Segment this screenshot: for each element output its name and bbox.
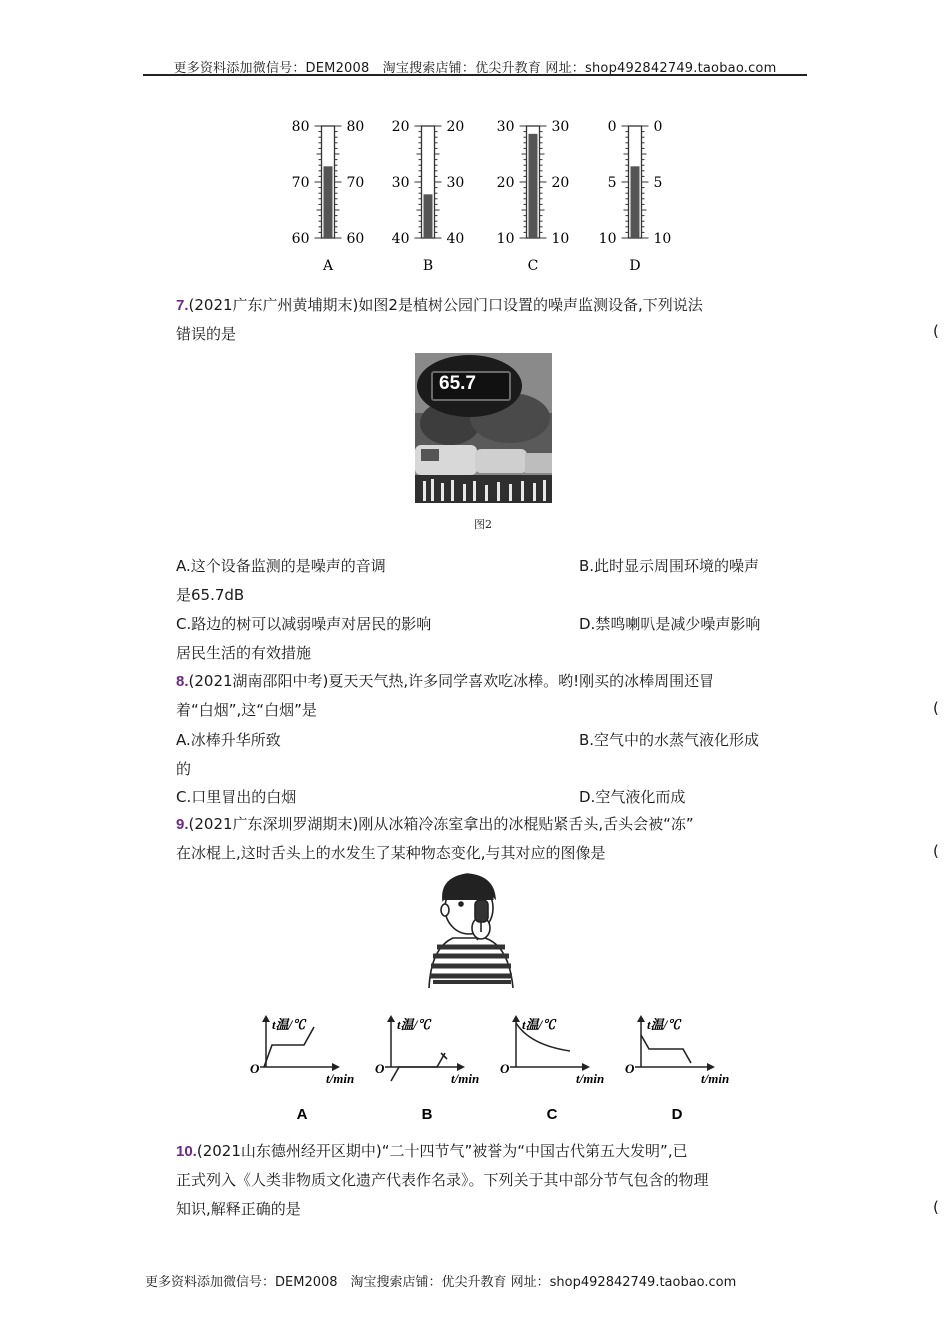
origin-label: O bbox=[250, 1061, 260, 1076]
question-7-text: (2021广东广州黄埔期末)如图2是植树公园门口设置的噪声监测设备,下列说法 bbox=[188, 296, 703, 314]
thermometer-c bbox=[497, 119, 570, 274]
thermometer-caption: B bbox=[422, 258, 434, 274]
y-axis-arrow bbox=[637, 1015, 645, 1022]
noise-display bbox=[417, 355, 522, 417]
scale-top-left: 20 bbox=[391, 119, 410, 135]
q7-option-b-continued: 是65.7dB bbox=[176, 586, 245, 604]
noise-display-value: 65.7 bbox=[439, 373, 476, 394]
scale-top-left: 0 bbox=[607, 119, 617, 135]
thermometer-b bbox=[392, 119, 465, 274]
question-8-answer-paren: ( bbox=[933, 699, 939, 717]
temperature-curve bbox=[264, 1027, 314, 1067]
graph-b bbox=[375, 1015, 479, 1123]
question-8-number: 8. bbox=[176, 673, 189, 690]
x-axis-arrow bbox=[582, 1063, 590, 1071]
scale-bottom-right: 60 bbox=[346, 231, 365, 247]
origin-label: O bbox=[625, 1061, 635, 1076]
question-10-text: (2021山东德州经开区期中)“二十四节气”被誉为“中国古代第五大发明”,已 bbox=[196, 1142, 688, 1160]
header-rule bbox=[143, 74, 807, 76]
question-7-answer-paren: ( bbox=[933, 322, 939, 340]
scale-bottom-right: 10 bbox=[653, 231, 672, 247]
page-footer: 更多资料添加微信号：DEM2008 淘宝搜索店铺：优尖升教育 网址：shop492842749.taobao.com bbox=[145, 1275, 737, 1290]
q7-option-a: A.这个设备监测的是噪声的音调 bbox=[176, 557, 386, 575]
question-9-answer-paren: ( bbox=[933, 842, 939, 860]
graph-caption: B bbox=[421, 1106, 433, 1123]
thermometer-liquid bbox=[631, 166, 640, 238]
y-axis-arrow bbox=[262, 1015, 270, 1022]
scale-mid-left: 5 bbox=[607, 175, 617, 191]
question-7-line-1 bbox=[176, 291, 703, 320]
origin-label: O bbox=[375, 1061, 385, 1076]
question-10-answer-paren: ( bbox=[933, 1198, 939, 1216]
question-9-line-1 bbox=[176, 810, 694, 839]
x-axis-arrow bbox=[707, 1063, 715, 1071]
thermometer-caption: A bbox=[322, 258, 334, 274]
scale-mid-left: 30 bbox=[391, 175, 410, 191]
y-axis-arrow bbox=[512, 1015, 520, 1022]
x-axis-arrow bbox=[457, 1063, 465, 1071]
q8-option-a: A.冰棒升华所致 bbox=[176, 731, 281, 749]
q7-option-b: B.此时显示周围环境的噪声 bbox=[579, 557, 760, 575]
scale-mid-right: 30 bbox=[446, 175, 465, 191]
question-8-line-2: 着“白烟”,这“白烟”是 bbox=[176, 701, 317, 719]
graph-a bbox=[250, 1015, 354, 1123]
graph-caption: D bbox=[671, 1106, 683, 1123]
thermometer-figure bbox=[280, 110, 680, 280]
x-axis-label: t/min bbox=[576, 1071, 605, 1086]
temperature-time-graphs bbox=[240, 1015, 760, 1127]
thermometer-liquid bbox=[324, 166, 333, 238]
question-9-text: (2021广东深圳罗湖期末)刚从冰箱冷冻室拿出的冰棍贴紧舌头,舌头会被“冻” bbox=[188, 815, 694, 833]
thermometer-a bbox=[292, 119, 365, 274]
noise-monitor-photo bbox=[415, 353, 552, 503]
thermometer-caption: D bbox=[629, 258, 641, 274]
scale-mid-right: 5 bbox=[653, 175, 663, 191]
thermometer-liquid bbox=[529, 134, 538, 238]
scale-top-left: 30 bbox=[496, 119, 515, 135]
q8-option-d: D.空气液化而成 bbox=[579, 788, 686, 806]
scale-top-right: 30 bbox=[551, 119, 570, 135]
scale-bottom-right: 10 bbox=[551, 231, 570, 247]
question-7-number: 7. bbox=[176, 297, 189, 314]
temperature-curve bbox=[641, 1035, 691, 1063]
q7-option-d-continued: 居民生活的有效措施 bbox=[176, 644, 312, 662]
scale-top-right: 20 bbox=[446, 119, 465, 135]
q8-option-b: B.空气中的水蒸气液化形成 bbox=[579, 731, 760, 749]
question-7-line-2: 错误的是 bbox=[176, 325, 237, 343]
page-header: 更多资料添加微信号：DEM2008 淘宝搜索店铺：优尖升教育 网址：shop492842749.taobao.com bbox=[173, 61, 777, 76]
y-axis-arrow bbox=[387, 1015, 395, 1022]
x-axis-label: t/min bbox=[701, 1071, 730, 1086]
scale-bottom-left: 10 bbox=[496, 231, 515, 247]
x-axis-label: t/min bbox=[326, 1071, 355, 1086]
question-10-number: 10. bbox=[176, 1143, 197, 1160]
y-axis-label: t温/℃ bbox=[647, 1017, 681, 1032]
scale-bottom-left: 60 bbox=[291, 231, 310, 247]
question-10-line-1 bbox=[176, 1137, 688, 1166]
scale-mid-left: 20 bbox=[496, 175, 515, 191]
graph-d bbox=[625, 1015, 729, 1123]
scale-mid-right: 70 bbox=[346, 175, 365, 191]
y-axis-label: t温/℃ bbox=[522, 1017, 556, 1032]
question-10-line-2: 正式列入《人类非物质文化遗产代表作名录》。下列关于其中部分节气包含的物理 bbox=[176, 1171, 709, 1189]
question-9-number: 9. bbox=[176, 816, 189, 833]
scale-bottom-left: 40 bbox=[391, 231, 410, 247]
y-axis-label: t温/℃ bbox=[272, 1017, 306, 1032]
graph-caption: A bbox=[296, 1106, 308, 1123]
q8-option-b-continued: 的 bbox=[176, 760, 192, 778]
question-9-line-2: 在冰棍上,这时舌头上的水发生了某种物态变化,与其对应的图像是 bbox=[176, 844, 606, 862]
scale-bottom-left: 10 bbox=[598, 231, 617, 247]
scale-top-right: 0 bbox=[653, 119, 663, 135]
question-8-text: (2021湖南邵阳中考)夏天天气热,许多同学喜欢吃冰棒。哟!刚买的冰棒周围还冒 bbox=[188, 672, 715, 690]
question-8-line-1 bbox=[176, 667, 714, 696]
q7-option-c: C.路边的树可以减弱噪声对居民的影响 bbox=[176, 615, 432, 633]
figure-2-caption: 图2 bbox=[474, 518, 492, 531]
origin-label: O bbox=[500, 1061, 510, 1076]
boy-eating-popsicle-illustration bbox=[425, 870, 520, 988]
x-axis-arrow bbox=[332, 1063, 340, 1071]
scale-bottom-right: 40 bbox=[446, 231, 465, 247]
y-axis-label: t温/℃ bbox=[397, 1017, 431, 1032]
question-10-line-3: 知识,解释正确的是 bbox=[176, 1200, 301, 1218]
scale-mid-left: 70 bbox=[291, 175, 310, 191]
scale-top-right: 80 bbox=[346, 119, 365, 135]
thermometer-d bbox=[599, 119, 672, 274]
thermometer-caption: C bbox=[527, 258, 539, 274]
scale-mid-right: 20 bbox=[551, 175, 570, 191]
graph-caption: C bbox=[546, 1106, 558, 1123]
thermometer-liquid bbox=[424, 194, 433, 238]
x-axis-label: t/min bbox=[451, 1071, 480, 1086]
scale-top-left: 80 bbox=[291, 119, 310, 135]
graph-c bbox=[500, 1015, 604, 1123]
q7-option-d: D.禁鸣喇叭是减少噪声影响 bbox=[579, 615, 761, 633]
q8-option-c: C.口里冒出的白烟 bbox=[176, 788, 297, 806]
